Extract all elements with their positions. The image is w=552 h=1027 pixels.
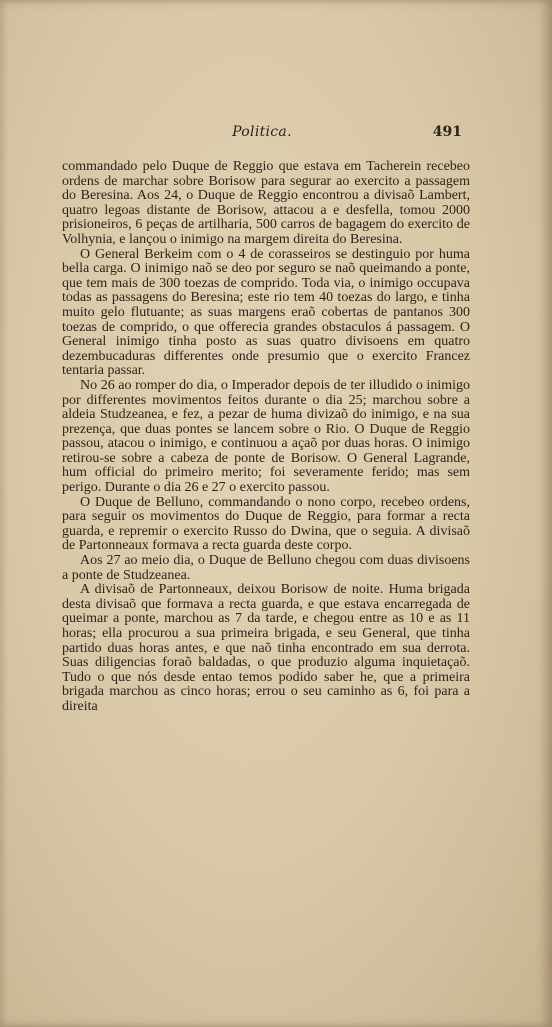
paragraph-continuation: commandado pelo Duque de Reggio que estava em Tacherein recebeo ordens de marchar sobre Borisow para segurar ao exercito a passagem do Beresina. Aos 24, o Duque de Reggio encontrou a divisaõ Lambert, quatro legoas distante de Borisow, attacou a e desfella, tomou 2000 prisioneiros, 6 peças de artilharia, 500 carros de bagagem do exercito de Volhynia, e lançou o inimigo na margem direita do Beresina. — [62, 159, 470, 247]
paragraph: A divisaõ de Partonneaux, deixou Borisow de noite. Huma brigada desta divisaõ que formava a recta guarda, e que estava encarregada de queimar a ponte, marchou as 7 da tarde, e chegou entre as 10 e as 11 horas; ella procurou a sua primeira brigada, e seu General, que tinha partido duas horas antes, e que naõ tinha encontrado em sua derrota. Suas diligencias foraõ baldadas, o que produzio alguma inquietaçaõ. Tudo o que nós desde entao temos podido saber he, que a primeira brigada marchou as cinco horas; errou o seu caminho as 6, foi para a direita — [62, 582, 470, 714]
paragraph: Aos 27 ao meio dia, o Duque de Belluno chegou com duas divisoens a ponte de Studzeanea. — [62, 553, 470, 583]
paragraph: O Duque de Belluno, commandando o nono corpo, recebeo ordens, para seguir os movimentos do Duque de Reggio, para formar a recta guarda, e repremir o exercito Russo do Dwina, que o seguia. A divisaõ de Partonneaux formava a recta guarda deste corpo. — [62, 494, 470, 554]
running-title: Politica. — [232, 124, 292, 140]
paragraph: No 26 ao romper do dia, o Imperador depois de ter illudido o inimigo por differentes movimentos feitos durante o dia 25; marchou sobre a aldeia Studzeanea, e fez, a pezar de huma divizaõ do inimigo, e na sua prezença, que duas pontes se lancem sobre o Rio. O Duque de Reggio passou, atacou o inimigo, e continuou a açaõ por duas horas. O inimigo retirou-se sobre a cabeza de ponte de Borisow. O General Lagrande, hum official do primeiro merito; foi severamente ferido; mas sem perigo. Durante o dia 26 e 27 o exercito passou. — [62, 377, 470, 496]
paragraph: O General Berkeim com o 4 de corasseiros se destinguio por huma bella carga. O inimigo naõ se deo por seguro se naõ queimando a ponte, que tem mais de 300 toezas de comprido. Toda via, o inimigo occupava todas as passagens do Beresina; este rio tem 40 toezas do largo, e tinha muito gelo flutuante; as suas margens eraõ cobertas de pantanos 300 toezas de comprido, o que offerecia grandes obstaculos á passagem. O General inimigo tinha posto as suas quatro divisoens em quatro dezembucaduras differentes onde presumio que o exercito Francez tentaria passar. — [62, 246, 470, 379]
page-number: 491 — [432, 124, 462, 140]
page-header — [62, 124, 462, 144]
body-text — [62, 160, 470, 715]
